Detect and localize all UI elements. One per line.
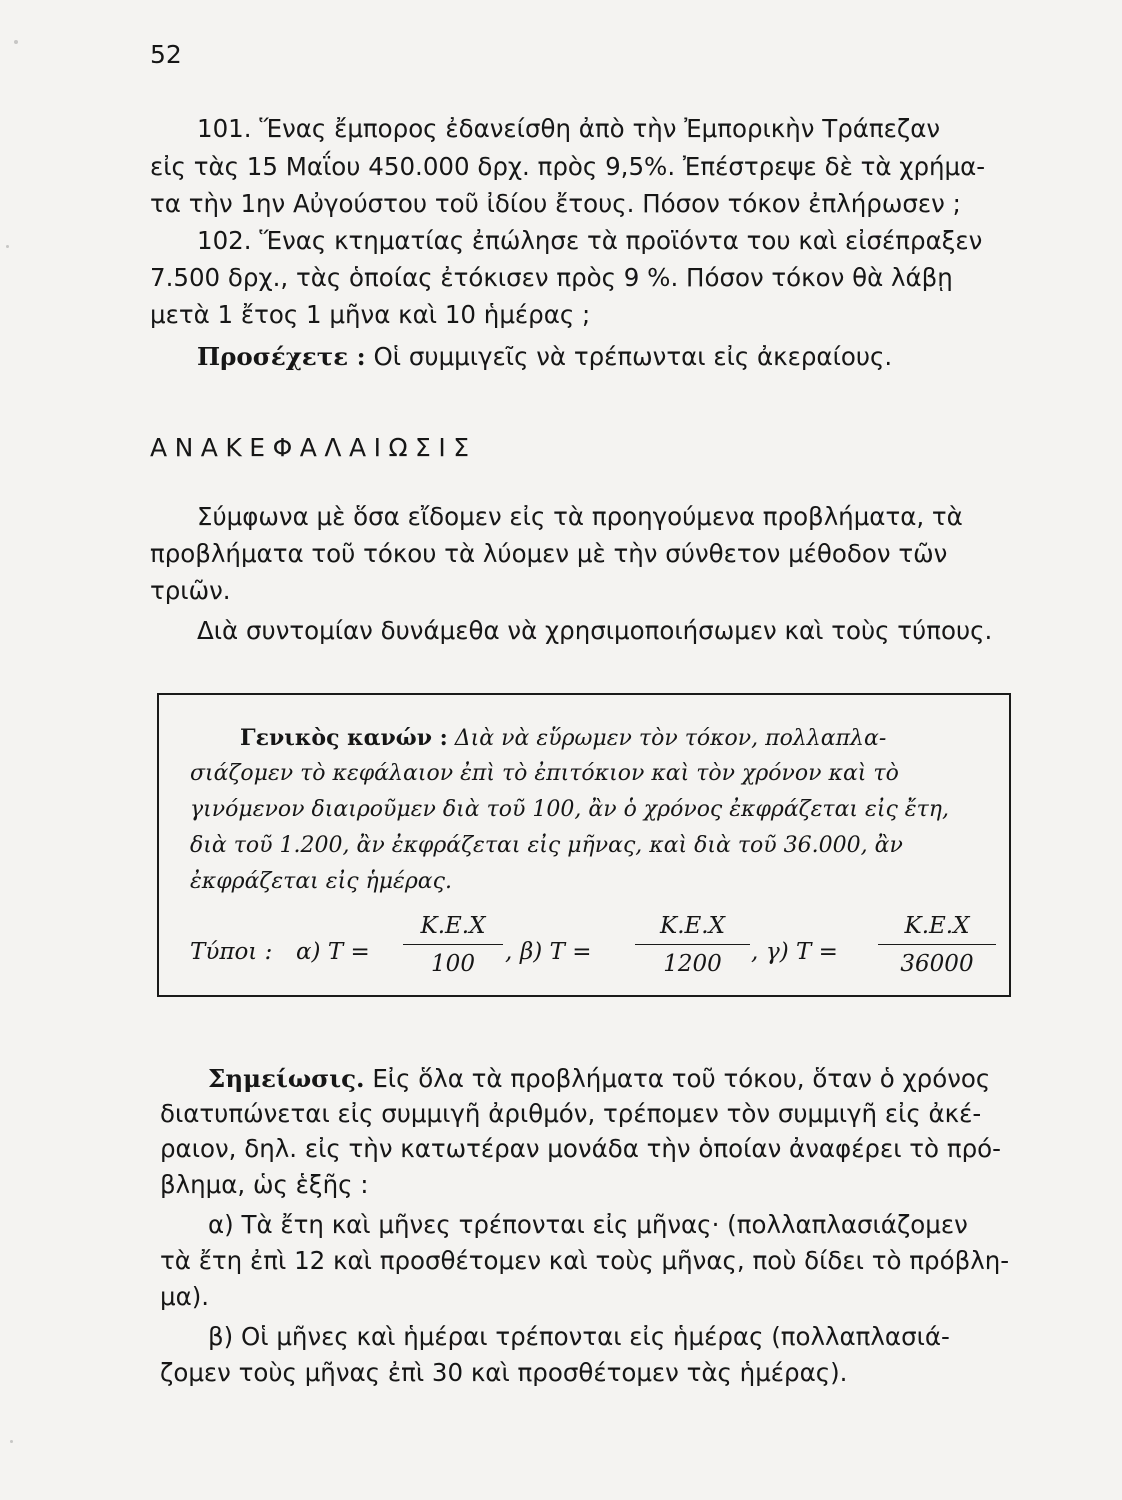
note-line: β) Οἱ μῆνες καὶ ἡμέραι τρέπονται εἰς ἡμέρας (πολλαπλασιά-	[208, 1322, 950, 1351]
note-line: ζομεν τοὺς μῆνας ἐπὶ 30 καὶ προσθέτομεν τὰς ἡμέρας).	[160, 1358, 848, 1387]
formula-fraction	[635, 913, 750, 983]
formula-prefix: α) Τ =	[296, 939, 370, 965]
problem-line: 7.500 δρχ., τὰς ὁποίας ἐτόκισεν πρὸς 9 %. Πόσον τόκον θὰ λάβῃ	[150, 263, 953, 292]
problem-line: τα τὴν 1ην Αὐγούστου τοῦ ἰδίου ἔτους. Πόσον τόκον ἐπλήρωσεν ;	[150, 189, 961, 218]
rule-line	[240, 727, 886, 750]
formula-prefix: β) Τ =	[520, 939, 592, 965]
problem-line: μετὰ 1 ἔτος 1 μῆνα καὶ 10 ἡμέρας ;	[150, 300, 591, 329]
fraction-bar	[878, 944, 996, 945]
summary-line: Σύμφωνα μὲ ὅσα εἴδομεν εἰς τὰ προηγούμενα προβλήματα, τὰ	[197, 502, 963, 531]
formula-numerator: Κ.Ε.Χ	[660, 913, 725, 939]
note-line: διατυπώνεται εἰς συμμιγῆ ἀριθμόν, τρέπομεν τὸν συμμιγῆ εἰς ἀκέ-	[160, 1099, 982, 1128]
formula-separator: ,	[751, 939, 759, 965]
section-title: ΑΝΑΚΕΦΑΛΑΙΩΣΙΣ	[150, 433, 477, 462]
summary-line: τριῶν.	[150, 576, 231, 605]
formula-denominator: 36000	[900, 951, 974, 977]
formula-denominator: 1200	[663, 951, 722, 977]
formulas-label: Τύποι :	[190, 939, 273, 965]
formula-fraction	[403, 913, 503, 983]
rule-line: διὰ τοῦ 1.200, ἂν ἐκφράζεται εἰς μῆνας, καὶ διὰ τοῦ 36.000, ἂν	[190, 833, 903, 858]
formula-denominator: 100	[431, 951, 475, 977]
rule-text: Διὰ νὰ εὕρωμεν τὸν τόκον, πολλαπλα-	[454, 726, 887, 751]
problem-line: 102. Ἕνας κτηματίας ἐπώλησε τὰ προϊόντα του καὶ εἰσέπραξεν	[197, 226, 983, 255]
page-number: 52	[150, 40, 182, 69]
formula-prefix: γ) Τ =	[766, 939, 838, 965]
note-line: βλημα, ὡς ἑξῆς :	[160, 1170, 369, 1199]
summary-line: προβλήματα τοῦ τόκου τὰ λύομεν μὲ τὴν σύνθετον μέθοδον τῶν	[150, 539, 948, 568]
note-line	[208, 1064, 991, 1093]
rule-line: σιάζομεν τὸ κεφάλαιον ἐπὶ τὸ ἐπιτόκιον καὶ τὸν χρόνον καὶ τὸ	[190, 761, 899, 786]
scan-speck	[14, 40, 18, 44]
formula-numerator: Κ.Ε.Χ	[904, 913, 970, 939]
formula-fraction	[878, 913, 996, 983]
note-line: μα).	[160, 1282, 210, 1311]
rule-label: Γενικὸς κανών :	[240, 725, 448, 751]
note-label: Σημείωσις.	[208, 1064, 365, 1093]
note-text: Εἰς ὅλα τὰ προβλήματα τοῦ τόκου, ὅταν ὁ χρόνος	[372, 1064, 991, 1093]
attention-label: Προσέχετε :	[197, 342, 366, 371]
fraction-bar	[403, 944, 503, 945]
attention-text: Οἱ συμμιγεῖς νὰ τρέπωνται εἰς ἀκεραίους.	[373, 342, 893, 371]
rule-line: γινόμενον διαιροῦμεν διὰ τοῦ 100, ἂν ὁ χρόνος ἐκφράζεται εἰς ἔτη,	[190, 797, 949, 822]
summary-line: Διὰ συντομίαν δυνάμεθα νὰ χρησιμοποιήσωμεν καὶ τοὺς τύπους.	[197, 616, 993, 645]
formula-separator: ,	[505, 939, 513, 965]
note-line: ραιον, δηλ. εἰς τὴν κατωτέραν μονάδα τὴν ὁποίαν ἀναφέρει τὸ πρό-	[160, 1134, 1001, 1163]
problem-line: 101. Ἕνας ἔμπορος ἐδανείσθη ἀπὸ τὴν Ἐμπορικὴν Τράπεζαν	[197, 114, 941, 143]
note-line: τὰ ἔτη ἐπὶ 12 καὶ προσθέτομεν καὶ τοὺς μῆνας, ποὺ δίδει τὸ πρόβλη-	[160, 1246, 1010, 1275]
attention-note	[197, 342, 893, 371]
scan-speck	[10, 1440, 13, 1443]
problem-line: εἰς τὰς 15 Μαΐου 450.000 δρχ. πρὸς 9,5%. Ἐπέστρεψε δὲ τὰ χρήμα-	[150, 152, 986, 181]
note-line: α) Τὰ ἔτη καὶ μῆνες τρέπονται εἰς μῆνας· (πολλαπλασιάζομεν	[208, 1210, 968, 1239]
fraction-bar	[635, 944, 750, 945]
formula-numerator: Κ.Ε.Χ	[420, 913, 486, 939]
rule-line: ἐκφράζεται εἰς ἡμέρας.	[190, 869, 452, 894]
scan-speck	[6, 245, 9, 248]
